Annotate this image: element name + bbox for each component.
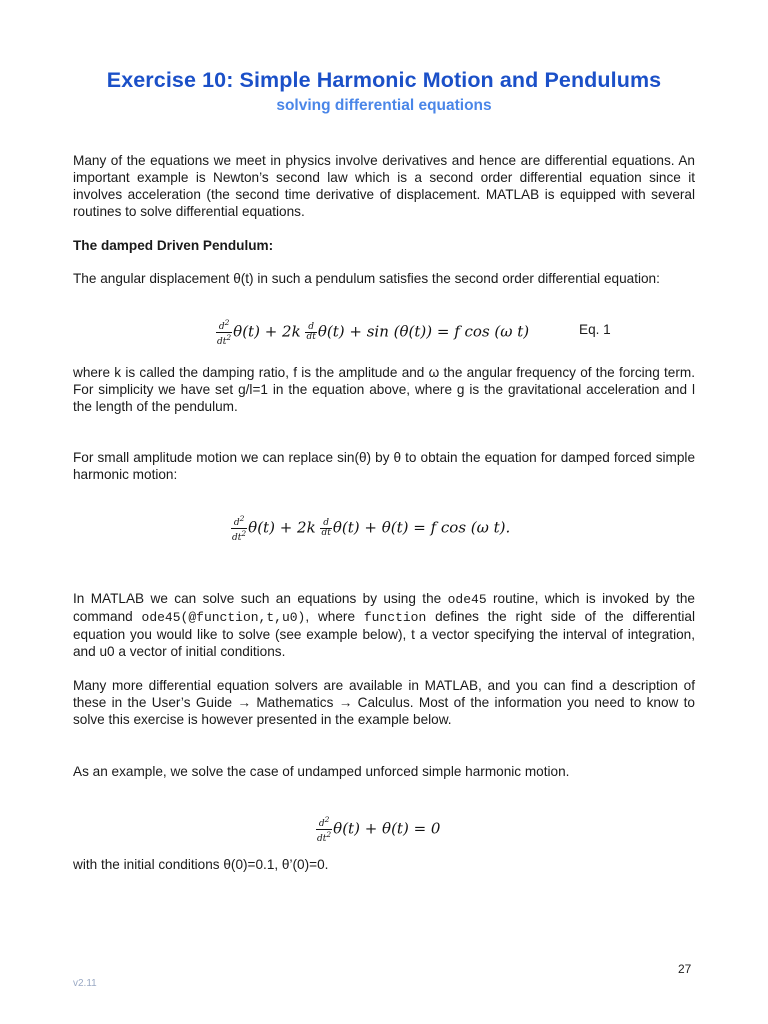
second-derivative-fraction: $\frac{d^2}{dt^2}$ (232, 514, 247, 543)
equation-2-part-2: θ(t) + θ(t) = f cos (ω t). (332, 518, 511, 537)
version-label: v2.11 (73, 978, 97, 989)
second-derivative-fraction: $\frac{d^2}{dt^2}$ (217, 318, 232, 347)
equation-1-part-2: θ(t) + sin (θ(t)) = f cos (ω t) (317, 322, 530, 341)
equation-1-label: Eq. 1 (579, 322, 611, 337)
page-title: Exercise 10: Simple Harmonic Motion and Pendulums (106, 68, 662, 92)
example-paragraph: As an example, we solve the case of undamped unforced simple harmonic motion. (73, 764, 570, 779)
initial-conditions-paragraph: with the initial conditions θ(0)=0.1, θ’(0)=0. (73, 857, 329, 872)
code-ode45: ode45 (447, 592, 487, 607)
code-function: function (363, 610, 427, 625)
solvers-paragraph: Many more differential equation solvers are available in MATLAB, and you can find a description of these in the User’s Guide → Mathematics → Calculus. Most of the information you need to know to solve this exercise is however presented in the example below. (73, 678, 695, 727)
equation-3 (316, 815, 440, 844)
equation-3-part-1: θ(t) + θ(t) = 0 (333, 819, 441, 838)
section-heading: The damped Driven Pendulum: (73, 238, 274, 253)
where-paragraph: where k is called the damping ratio, f is the amplitude and ω the angular frequency of the forcing term. For simplicity we have set g/l=1 in the equation above, where g is the gravitational acceleration and l the length of the pendulum. (73, 365, 695, 414)
page-subtitle: solving differential equations (276, 97, 492, 114)
equation-2 (231, 514, 510, 543)
first-derivative-fraction: $\frac{d}{dt}$ (306, 322, 316, 342)
page-number: 27 (678, 962, 692, 976)
small-amplitude-paragraph: For small amplitude motion we can replace sin(θ) by θ to obtain the equation for damped forced simple harmonic motion: (73, 450, 695, 482)
code-ode45-call: ode45(@function,t,u0) (141, 610, 306, 625)
intro-paragraph: Many of the equations we meet in physics involve derivatives and hence are differential equations. An important example is Newton’s second law which is a second order differential equation since it involves acceleration (the second time derivative of displacement. MATLAB is equipped with several routines to solve differential equations. (73, 153, 695, 219)
matlab-ode45-paragraph: In MATLAB we can solve such an equations by using the ode45 routine, which is invoked by the command ode45(@function,t,u0), where function defines the right side of the differential equation you would like to solve (see example below), t a vector specifying the interval of integration, and u0 a vector of initial conditions. (73, 591, 695, 659)
first-derivative-fraction: $\frac{d}{dt}$ (321, 518, 331, 538)
second-derivative-fraction: $\frac{d^2}{dt^2}$ (317, 815, 332, 844)
equation-1 (216, 318, 529, 347)
equation-2-part-1: θ(t) + 2k (248, 518, 316, 537)
equation-1-part-1: θ(t) + 2k (233, 322, 301, 341)
angular-displacement-paragraph: The angular displacement θ(t) in such a pendulum satisfies the second order differential equation: (73, 271, 660, 286)
